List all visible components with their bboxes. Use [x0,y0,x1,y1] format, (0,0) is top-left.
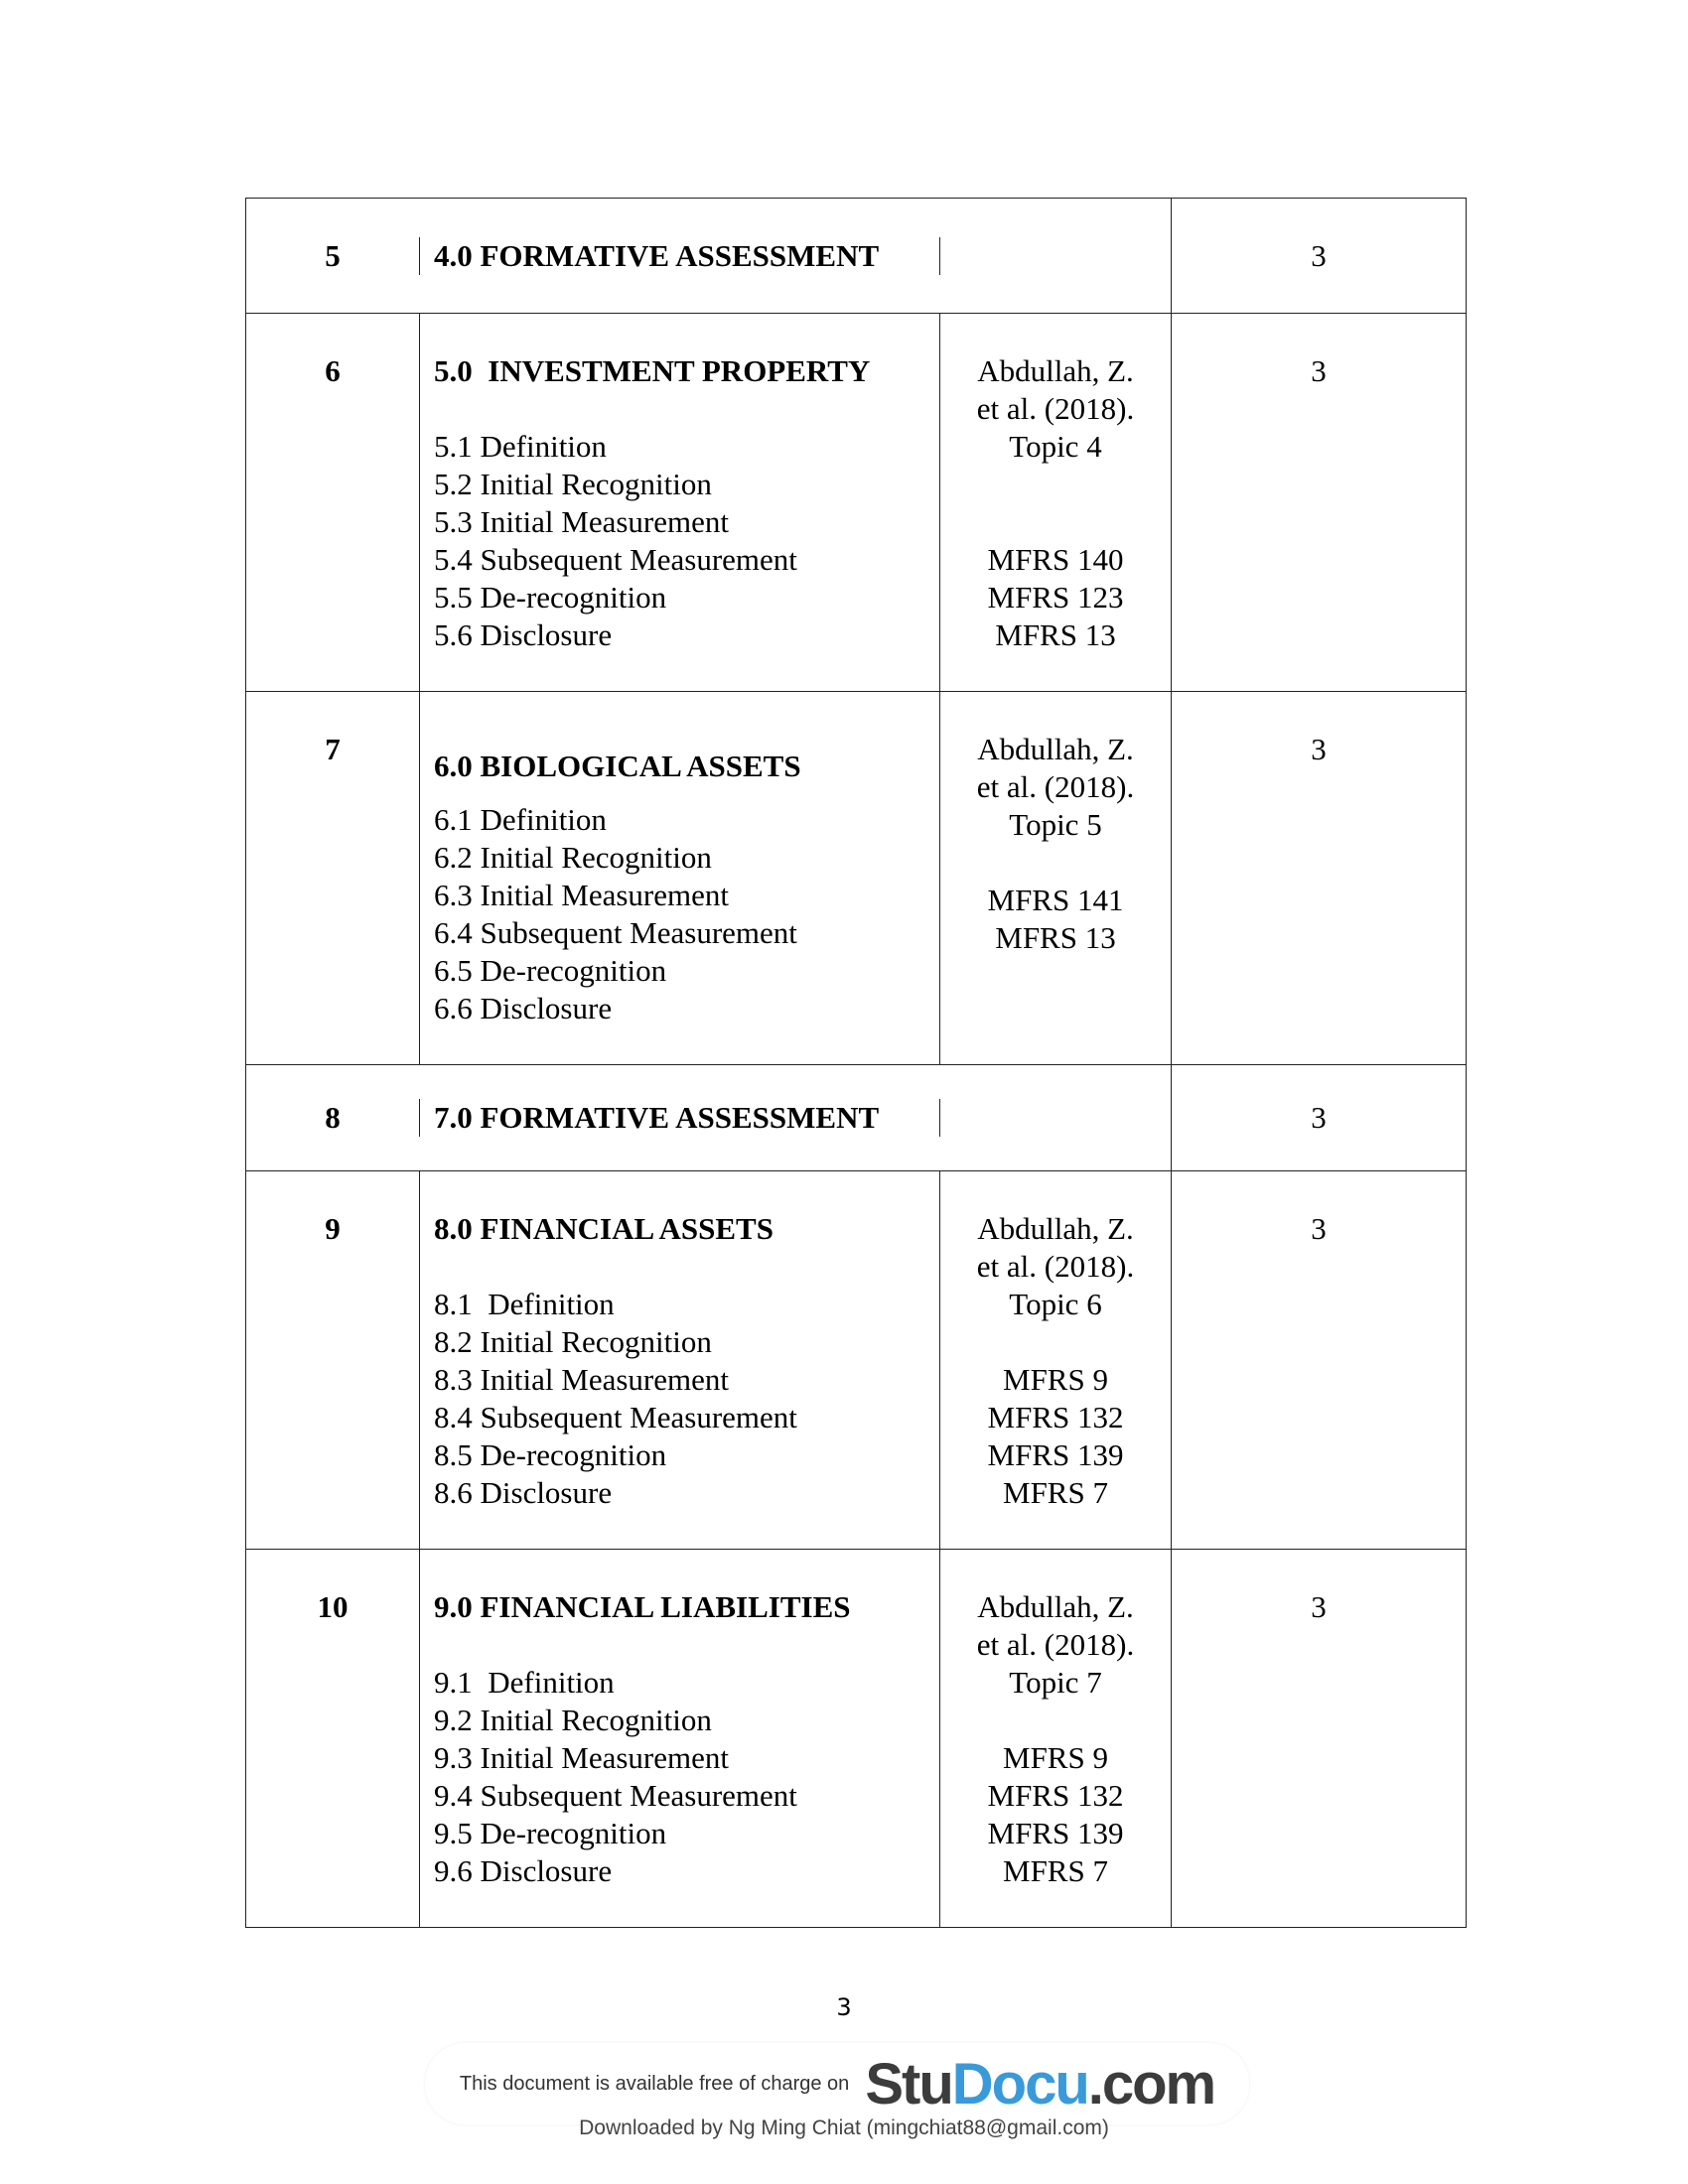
syllabus-table [245,198,1467,1928]
reference-line: Topic 6 [1009,1287,1102,1321]
subtopic-item: 6.3 Initial Measurement [434,878,729,912]
hours: 3 [1311,1100,1327,1135]
week-number: 9 [246,1171,420,1549]
reference-line: MFRS 9 [1003,1740,1108,1775]
table-row [246,692,1466,1065]
subtopic-item: 6.1 Definition [434,802,607,837]
studocu-banner[interactable] [425,2043,1249,2124]
subtopic-item: 8.6 Disclosure [434,1475,613,1510]
reference-cell [940,1550,1172,1927]
promo-text: This document is available free of charge on [459,2072,850,2095]
subtopic-item: 9.2 Initial Recognition [434,1703,712,1737]
topic-title: 9.0 FINANCIAL LIABILITIES [434,1589,851,1624]
subtopic-item: 8.1 Definition [434,1287,615,1321]
reference-line: Abdullah, Z. [977,732,1134,766]
subtopic-item: 5.4 Subsequent Measurement [434,542,797,577]
reference-line: MFRS 13 [995,920,1116,955]
week-number: 8 [246,1099,420,1137]
hours: 3 [1311,1589,1327,1624]
reference-line: Abdullah, Z. [977,1211,1134,1246]
subtopic-item: 5.5 De-recognition [434,580,667,614]
hours: 3 [1311,1211,1327,1246]
reference-line [940,1702,1171,1739]
topic-cell [420,314,940,691]
subtopic-item: 5.6 Disclosure [434,617,613,652]
page-number: 3 [836,1993,852,2021]
reference-line: Abdullah, Z. [977,353,1134,388]
topic-cell [420,1550,940,1927]
reference-line: et al. (2018). [976,1249,1135,1284]
topic-title: 4.0 FORMATIVE ASSESSMENT [420,237,940,275]
subtopic-item: 5.3 Initial Measurement [434,504,729,539]
topic-title: 7.0 FORMATIVE ASSESSMENT [420,1099,940,1137]
reference-line [940,466,1171,503]
subtopic-item: 8.5 De-recognition [434,1437,667,1472]
reference-line: MFRS 132 [987,1778,1124,1813]
reference-line: MFRS 7 [1003,1475,1108,1510]
hours: 3 [1311,732,1327,766]
studocu-logo[interactable] [865,2051,1214,2117]
subtopic-item: 8.2 Initial Recognition [434,1324,712,1359]
hours: 3 [1311,353,1327,388]
reference-line: MFRS 139 [987,1816,1124,1850]
reference-line: Topic 7 [1009,1665,1102,1700]
topic-cell [420,1171,940,1549]
reference-line: et al. (2018). [976,1627,1135,1662]
reference-line: MFRS 9 [1003,1362,1108,1397]
reference-line: MFRS 140 [987,542,1124,577]
reference-line: Topic 4 [1009,429,1102,464]
reference-line: et al. (2018). [976,769,1135,804]
logo-stu: Stu [865,2051,952,2116]
table-row [246,1550,1466,1928]
topic-title: 6.0 BIOLOGICAL ASSETS [434,749,801,783]
subtopic-item: 6.5 De-recognition [434,953,667,988]
reference-cell [940,314,1172,691]
week-number: 10 [246,1550,420,1927]
subtopic-item: 5.2 Initial Recognition [434,467,712,501]
subtopic-item: 9.3 Initial Measurement [434,1740,729,1775]
table-row [246,1171,1466,1550]
subtopic-item: 9.1 Definition [434,1665,615,1700]
reference-line: MFRS 139 [987,1437,1124,1472]
reference-line [940,503,1171,541]
reference-line: MFRS 7 [1003,1853,1108,1888]
reference-line [940,1323,1171,1361]
reference-line: MFRS 141 [987,883,1124,917]
downloaded-by: Downloaded by Ng Ming Chiat (mingchiat88@gmail.com) [579,2116,1109,2139]
reference-line: MFRS 13 [995,617,1116,652]
reference-cell [940,1171,1172,1549]
table-row [246,199,1466,314]
week-number: 5 [246,237,420,275]
week-number: 6 [246,314,420,691]
reference-line: MFRS 132 [987,1400,1124,1434]
reference-cell [940,199,1172,313]
reference-line [940,844,1171,882]
subtopic-item: 6.4 Subsequent Measurement [434,915,797,950]
topic-title: 5.0 INVESTMENT PROPERTY [434,353,871,388]
reference-line: Abdullah, Z. [977,1589,1134,1624]
subtopic-item: 8.3 Initial Measurement [434,1362,729,1397]
subtopic-item: 9.4 Subsequent Measurement [434,1778,797,1813]
reference-cell [940,692,1172,1064]
reference-cell [940,1065,1172,1170]
subtopic-item: 5.1 Definition [434,429,607,464]
subtopic-item: 9.6 Disclosure [434,1853,613,1888]
hours: 3 [1311,237,1327,273]
table-row [246,1065,1466,1171]
reference-line: MFRS 123 [987,580,1124,614]
table-row [246,314,1466,692]
week-number: 7 [246,692,420,1064]
logo-docu: Docu [951,2051,1088,2116]
logo-com: .com [1087,2051,1215,2116]
subtopic-item: 9.5 De-recognition [434,1816,667,1850]
subtopic-item: 6.2 Initial Recognition [434,840,712,875]
subtopic-item: 8.4 Subsequent Measurement [434,1400,797,1434]
reference-line: et al. (2018). [976,391,1135,426]
reference-line: Topic 5 [1009,807,1102,842]
topic-cell [420,692,940,1064]
subtopic-item: 6.6 Disclosure [434,991,613,1025]
topic-title: 8.0 FINANCIAL ASSETS [434,1211,774,1246]
